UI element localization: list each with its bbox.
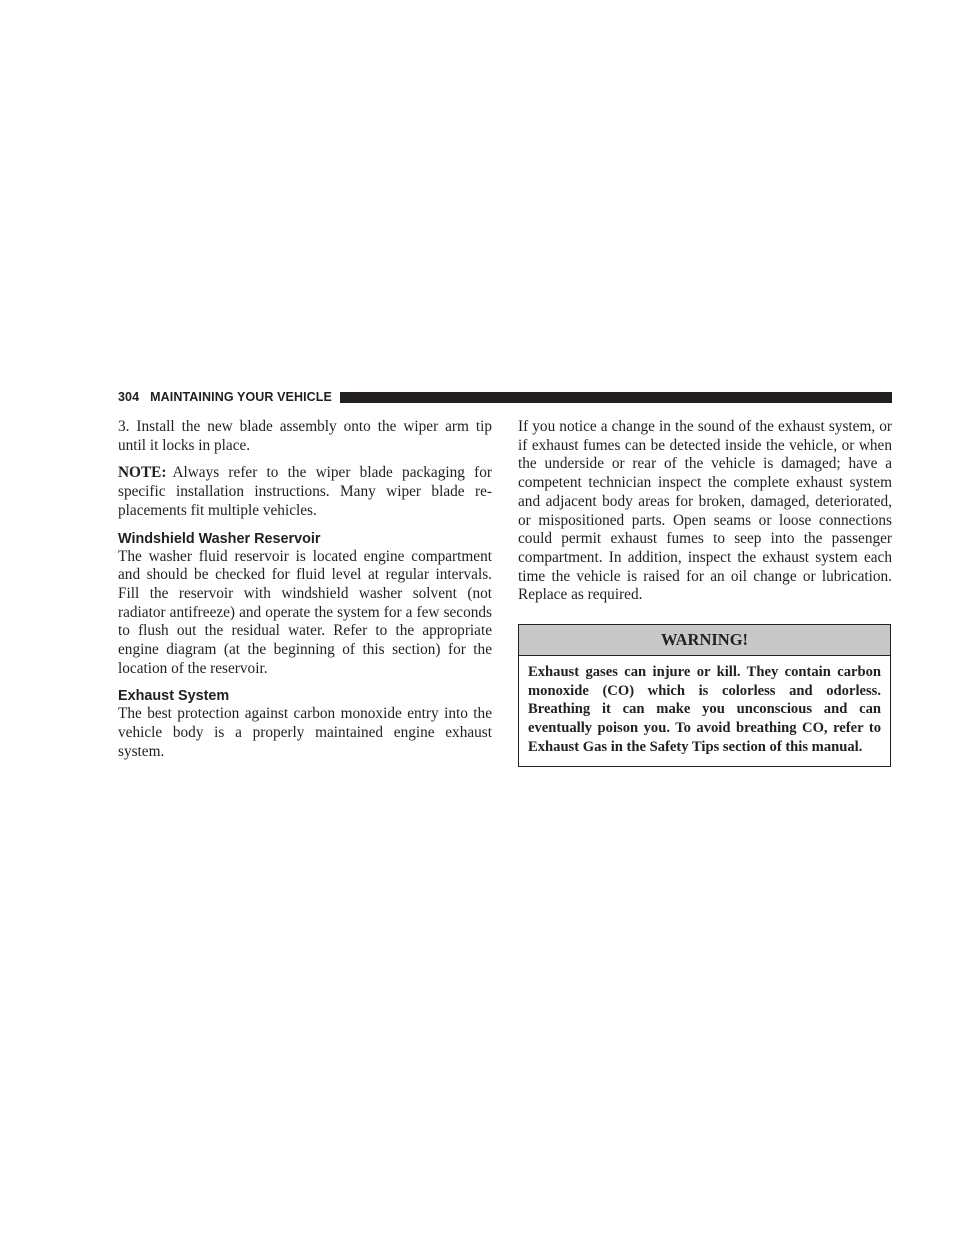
washer-reservoir-heading: Windshield Washer Reservoir [118, 530, 321, 547]
step-3-paragraph: 3. Install the new blade assembly onto the wiper arm tip until it locks in place. [118, 418, 492, 454]
note-paragraph [118, 464, 492, 520]
warning-text: Exhaust gases can injure or kill. They contain carbon monoxide (CO) which is colorless and odorless. Breathing it can make you unconscious and can eventually poison you. To avoid breathing CO, refer to Exhaust Gas in the Safety Tips section of this manual. [528, 664, 881, 755]
exhaust-system-heading: Exhaust System [118, 688, 230, 705]
left-column [118, 418, 492, 771]
section-title: MAINTAINING YOUR VEHICLE [150, 390, 332, 404]
washer-reservoir-paragraph: The washer fluid reservoir is located engine compartment and should be checked for fluid level at regular intervals. Fill the reservoir with windshield washer solvent (not radiator antifreeze) and operate the system for a few seconds to flush out the residual water. Refer to the appropriate engine diagram (at the beginning of this section) for the location of the reservoir. [118, 547, 492, 677]
note-label: NOTE: [118, 464, 167, 482]
note-text: Always refer to the wiper blade packaging for specific installation instructions. Many wiper blade replacements fit multiple vehicles. [118, 464, 492, 519]
exhaust-system-paragraph: The best protection against carbon monoxide entry into the vehicle body is a properly maintained engine exhaust system. [118, 705, 492, 760]
right-column [518, 418, 892, 767]
warning-title: WARNING! [519, 625, 890, 656]
warning-box [518, 624, 891, 767]
exhaust-change-paragraph: If you notice a change in the sound of the exhaust system, or if exhaust fumes can be detected inside the vehicle, or when the underside or rear of the vehicle is damaged; have a competent technician inspect the complete exhaust system and adjacent body areas for broken, damaged, deteriorated, or mispositioned parts. Open seams or loose connections could permit exhaust fumes to seep into the passenger compartment. In addition, inspect the exhaust system each time the vehicle is raised for an oil change or lubrication. Replace as required. [518, 418, 892, 604]
header-rule [340, 392, 892, 403]
page-header [118, 389, 892, 405]
page-number: 304 [118, 390, 140, 404]
